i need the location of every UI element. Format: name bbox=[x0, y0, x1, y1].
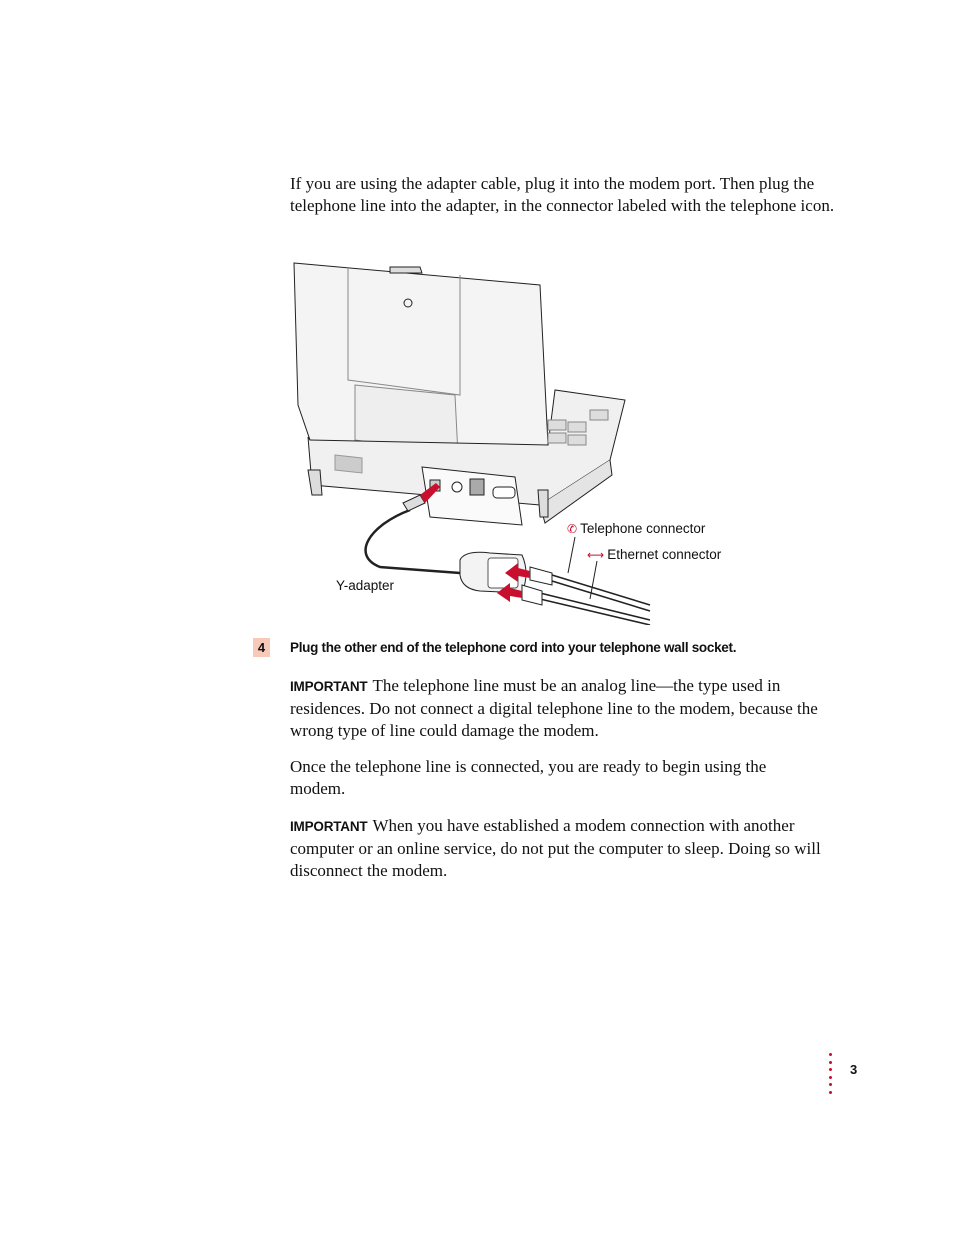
page-dots-decoration bbox=[829, 1053, 833, 1098]
y-adapter-label: Y-adapter bbox=[336, 578, 395, 593]
important-label: IMPORTANT bbox=[290, 819, 368, 834]
page-number: 3 bbox=[850, 1062, 858, 1077]
important-note-2-text: When you have established a modem connection with another computer or an online service, do not put the computer to sleep. Doing so will disconnect the modem. bbox=[290, 816, 821, 880]
telephone-icon: ✆ bbox=[567, 522, 578, 536]
intro-paragraph: If you are using the adapter cable, plug it into the modem port. Then plug the telephone line into the adapter, in the connector labeled with the telephone icon. bbox=[290, 174, 835, 215]
ethernet-icon: ⟷ bbox=[587, 548, 605, 562]
telephone-connector-label: Telephone connector bbox=[580, 521, 706, 536]
laptop-modem-illustration bbox=[290, 255, 670, 625]
important-note-1-text: The telephone line must be an analog line—the type used in residences. Do not connect a digital telephone line to the modem, because the wrong type of line could damage the modem. bbox=[290, 676, 818, 740]
important-note-1 bbox=[290, 675, 835, 742]
important-note-2 bbox=[290, 815, 835, 882]
important-label: IMPORTANT bbox=[290, 679, 368, 694]
step-instruction: Plug the other end of the telephone cord into your telephone wall socket. bbox=[290, 640, 737, 655]
once-connected-paragraph: Once the telephone line is connected, you are ready to begin using the modem. bbox=[290, 757, 767, 798]
ethernet-connector-callout bbox=[587, 547, 721, 563]
telephone-connector-callout bbox=[567, 521, 705, 537]
ethernet-connector-label: Ethernet connector bbox=[607, 547, 722, 562]
step-number-badge: 4 bbox=[253, 638, 270, 657]
